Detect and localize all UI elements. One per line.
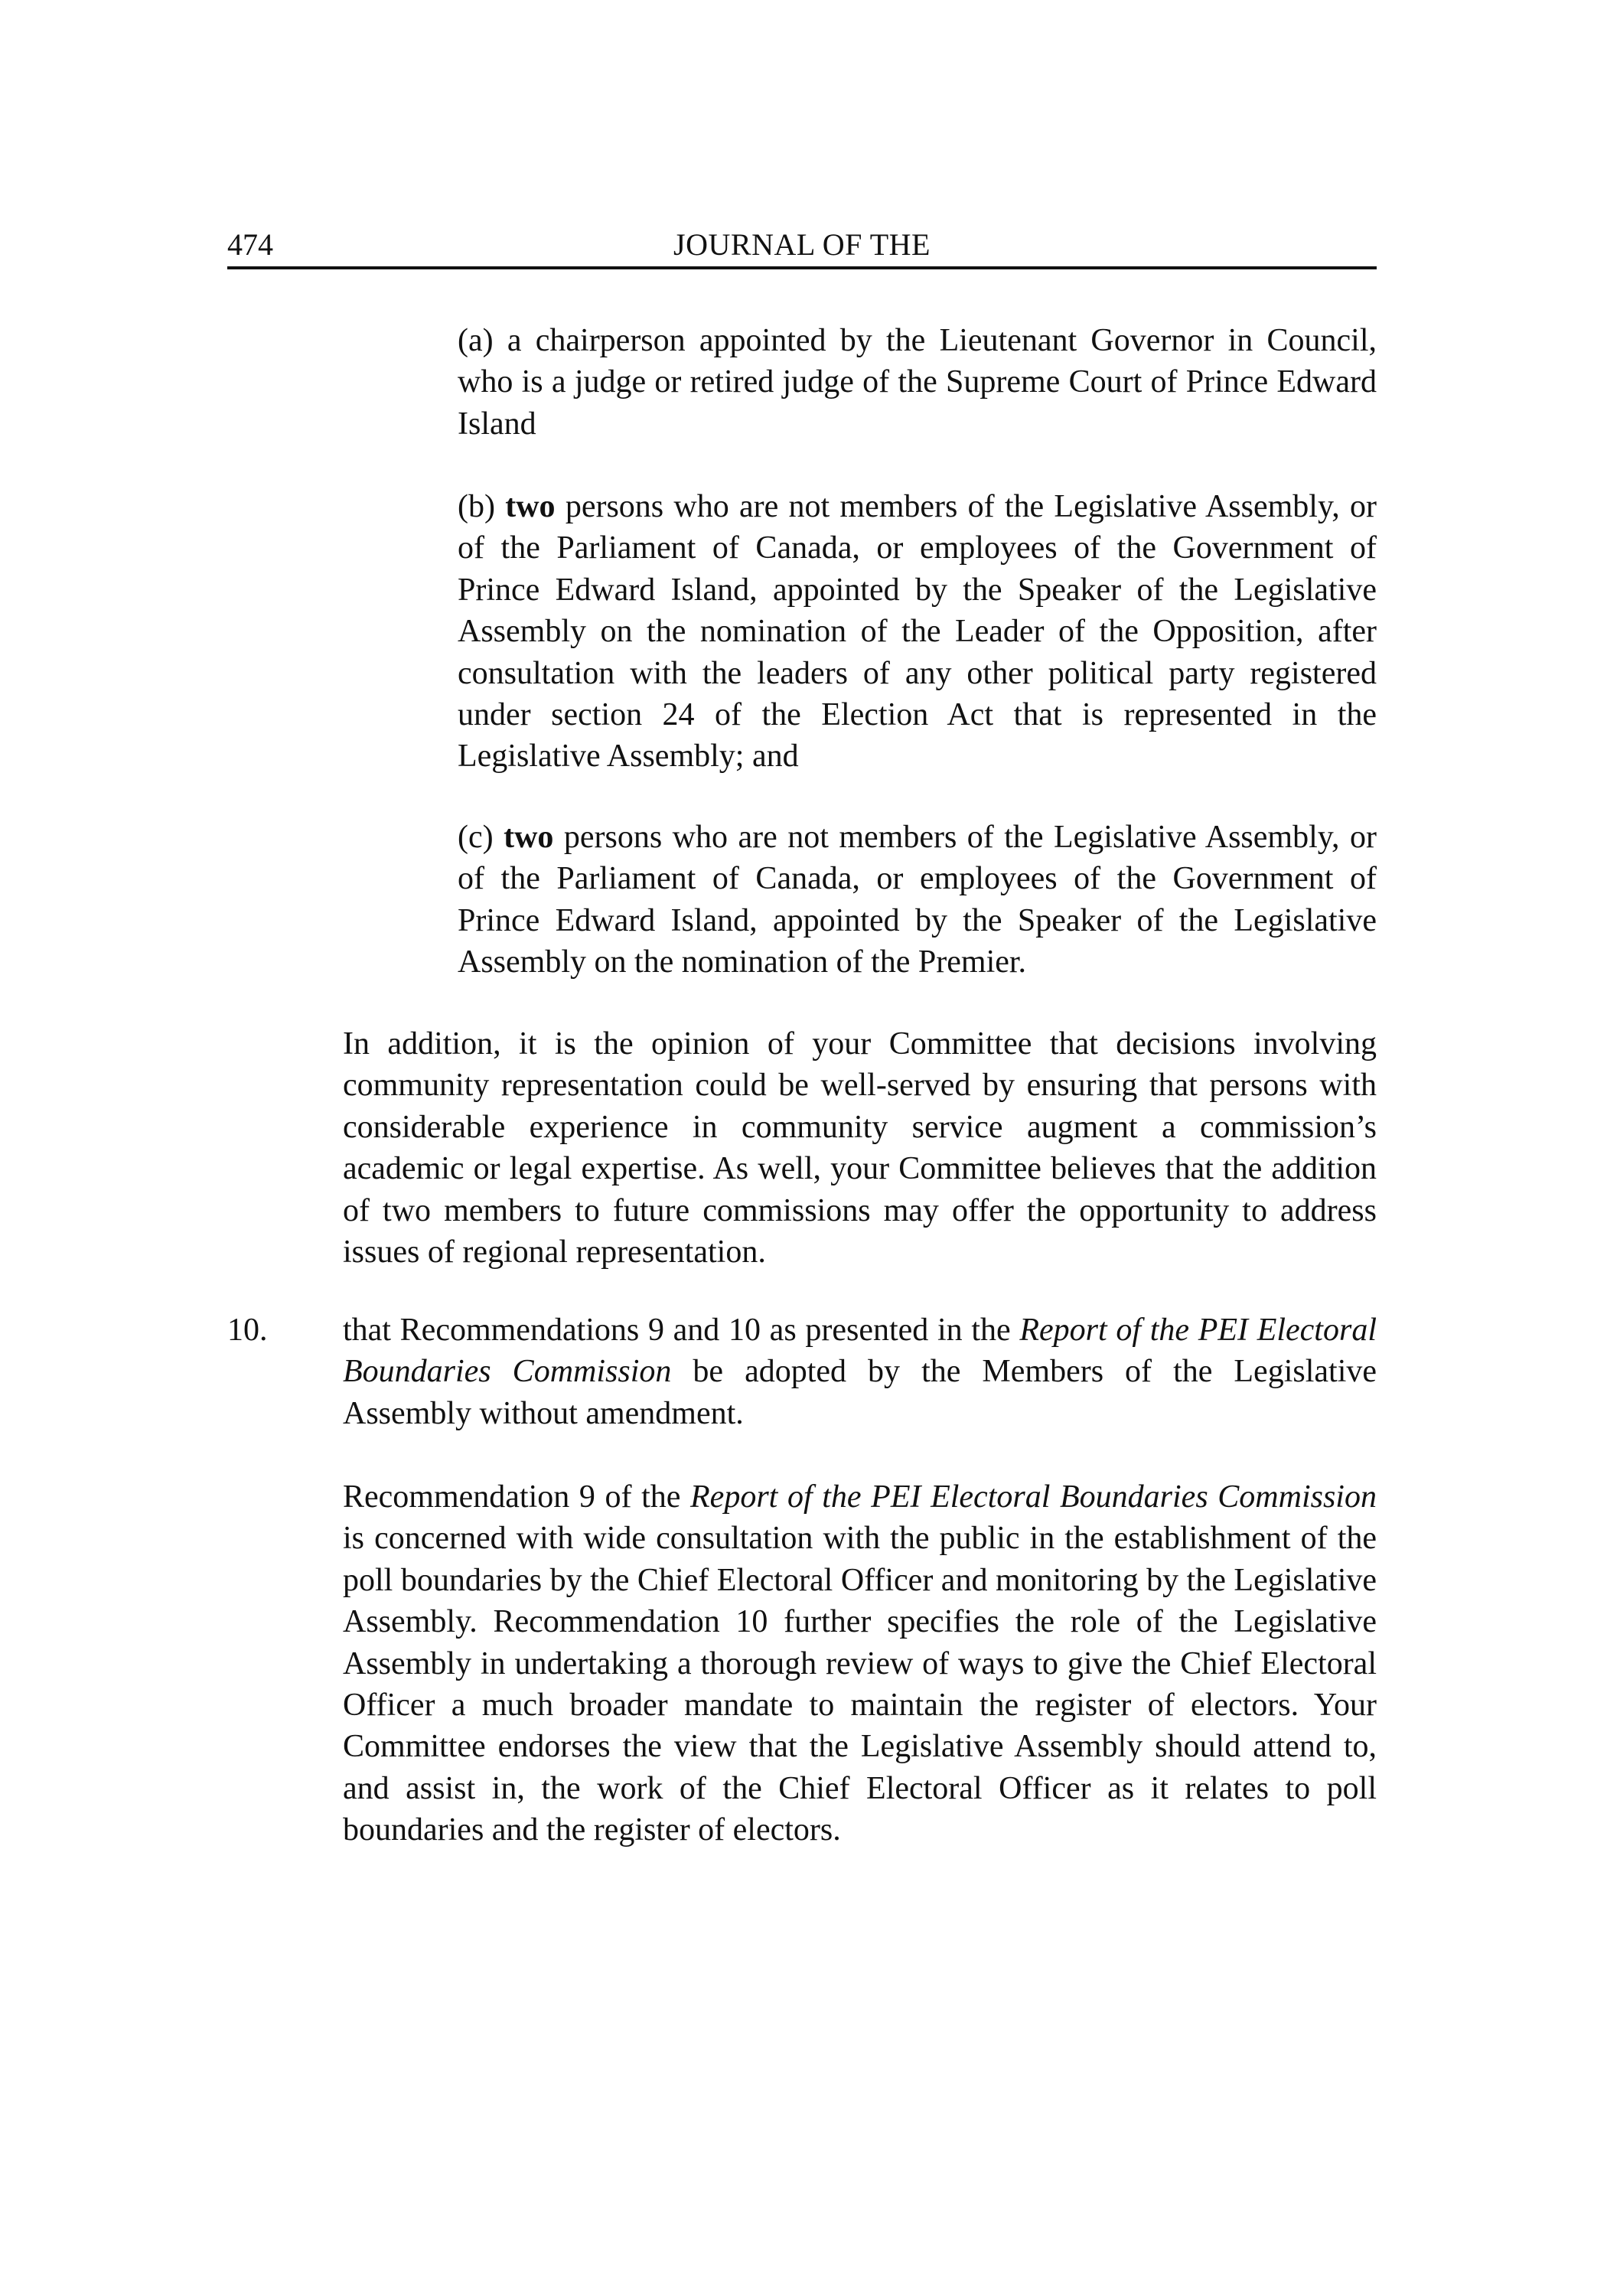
clause-c-emphasis: two [504, 820, 554, 855]
clause-c [458, 817, 1377, 983]
running-head: JOURNAL OF THE [673, 227, 931, 262]
paragraph-recommendation-report-title: Report of the PEI Electoral Boundaries Commission [690, 1479, 1377, 1515]
clause-c-text: persons who are not members of the Legislative Assembly, or of the Parliament of Canada, or employees of the Government of Prince Edward Island, appointed by the Speaker of the Legislative Assembly on the nomination of the Premier. [458, 820, 1377, 980]
clause-b [458, 486, 1377, 778]
item-10 [343, 1309, 1377, 1434]
clause-b-emphasis: two [505, 489, 556, 524]
item-10-text-after: be adopted by the Members of the Legislative Assembly without amendment. [343, 1354, 1377, 1431]
clause-b-text: persons who are not members of the Legislative Assembly, or of the Parliament of Canada, or employees of the Government of Prince Edward Island, appointed by the Speaker of the Legislative Assembly on the nomination of the Leader of the Opposition, after consultation with the leaders of any other political party registered under section 24 of the Election Act that is represented in the Legislative Assembly; and [458, 489, 1377, 775]
paragraph-addition [343, 1023, 1377, 1273]
paragraph-recommendation-after: is concerned with wide consultation with the public in the establishment of the poll boundaries by the Chief Electoral Officer and monitoring by the Legislative Assembly. Recommendation 10 further specifies the role of the Legislative Assembly in undertaking a thorough review of ways to give the Chief Electoral Officer a much broader mandate to maintain the register of electors. Your Committee endorses the view that the Legislative Assembly should attend to, and assist in, the work of the Chief Electoral Officer as it relates to poll boundaries and the register of electors. [343, 1521, 1377, 1848]
item-10-text-before: that Recommendations 9 and 10 as presented in the [343, 1313, 1020, 1348]
item-10-number: 10. [227, 1313, 268, 1348]
clause-a-text: (a) a chairperson appointed by the Lieutenant Governor in Council, who is a judge or retired judge of the Supreme Court of Prince Edward Island [458, 323, 1377, 442]
clause-c-prefix: (c) [458, 820, 504, 855]
header-rule [227, 266, 1377, 269]
clause-b-prefix: (b) [458, 489, 506, 524]
paragraph-addition-text: In addition, it is the opinion of your Committee that decisions involving community representation could be well-served by ensuring that persons with considerable experience in community service augment a commission’s academic or legal expertise. As well, your Committee believes that the addition of two members to future commissions may offer the opportunity to address issues of regional representation. [343, 1026, 1377, 1270]
page-number: 474 [227, 227, 273, 262]
clause-a [458, 320, 1377, 445]
item-10-report-title: Report of the PEI Electoral Boundaries Commission [343, 1313, 1377, 1390]
paragraph-recommendation [343, 1476, 1377, 1851]
paragraph-recommendation-before: Recommendation 9 of the [343, 1479, 691, 1515]
